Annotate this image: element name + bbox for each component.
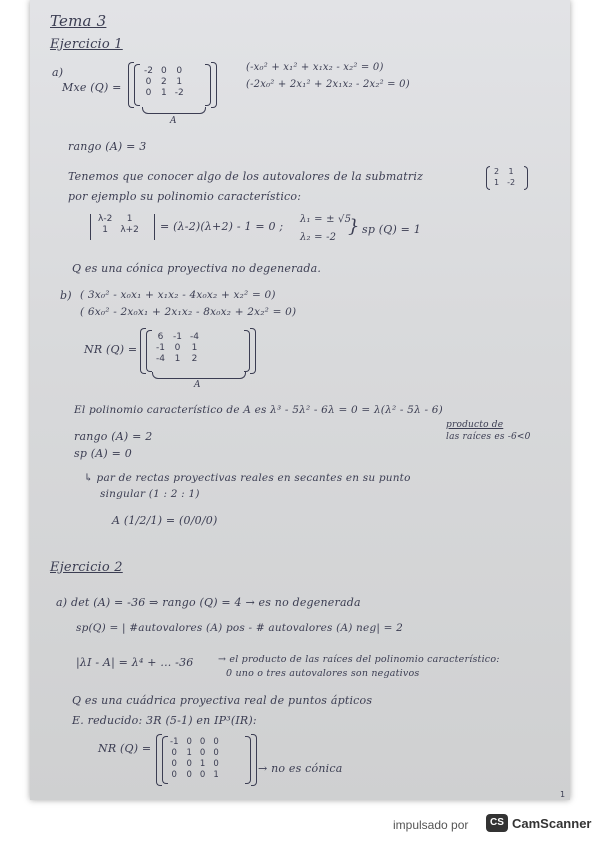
equation-2: (-2x₀² + 2x₁² + 2x₁x₂ - 2x₂² = 0)	[246, 79, 410, 90]
matrix-c-cell: 1	[186, 748, 192, 758]
matrix-c-cell: 0	[199, 737, 206, 747]
determinant-cell: 1	[126, 214, 133, 224]
matrix-a-cell: 1	[176, 77, 183, 87]
matrix-c	[166, 737, 223, 781]
ex2-bracket-right	[251, 734, 257, 786]
determinant-cell: λ+2	[120, 225, 139, 235]
matrix-c-cell: 0	[213, 748, 219, 758]
lines-description-2: singular (1 : 2 : 1)	[100, 488, 200, 500]
matrix-b-cell: 1	[191, 343, 198, 353]
matrix-b-cell: 6	[157, 332, 164, 342]
page-title: Tema 3	[50, 12, 107, 30]
polynomial-line: El polinomio característico de A es λ³ - 5λ² - 6λ = 0 = λ(λ² - 5λ - 6)	[74, 404, 443, 416]
determinant-cell: 1	[102, 225, 109, 235]
matrix-a	[140, 66, 188, 99]
matrix-c-cell: 0	[213, 759, 219, 769]
ex2-char-note-1: → el producto de las raíces del polinomio característico:	[218, 654, 500, 665]
submatrix-cell: -2	[507, 178, 516, 187]
notebook-page	[30, 0, 570, 800]
b-brace-label: A	[194, 380, 201, 390]
matrix-b-cell: -4	[189, 332, 199, 342]
footer-powered-by: impulsado por	[393, 818, 469, 832]
matrix-b-cell: -1	[156, 343, 165, 353]
matrix-bracket-right	[211, 62, 217, 108]
matrix-c-cell: -1	[170, 737, 179, 747]
vector-equation: A (1/2/1) = (0/0/0)	[112, 514, 218, 527]
conclusion-line: Q es una cónica proyectiva no degenerada.	[72, 262, 322, 275]
b-equation-1: ( 3x₀² - x₀x₁ + x₁x₂ - 4x₀x₂ + x₂² = 0)	[80, 289, 276, 301]
matrix-a-cell: -2	[174, 88, 184, 98]
matrix-label: Mxe (Q) =	[62, 81, 122, 94]
matrix-c-cell: 0	[171, 770, 177, 780]
b-matrix-bracket-right	[250, 328, 256, 374]
submatrix-cell: 2	[494, 167, 500, 176]
ex2-reduced-line: E. reducido: 3R (5-1) en IP³(IR):	[72, 714, 257, 727]
part-a-label: a)	[52, 66, 64, 79]
matrix-c-cell: 0	[199, 748, 206, 758]
matrix-b-cell: -4	[156, 354, 165, 364]
ex2-not-conic: → no es cónica	[258, 762, 343, 775]
exercise-1-heading: Ejercicio 1	[50, 37, 123, 52]
matrix-a-cell: -2	[144, 66, 153, 76]
submatrix-cell: 1	[494, 178, 500, 187]
ex2-signature-line: sp(Q) = | #autovalores (A) pos - # autovalores (A) neg| = 2	[76, 622, 404, 634]
equation-1: (-x₀² + x₁² + x₁x₂ - x₂² = 0)	[246, 62, 384, 73]
matrix-c-cell: 0	[199, 770, 206, 780]
ex2-a-line: a) det (A) = -36 ⇒ rango (Q) = 4 → es no degenerada	[56, 596, 361, 609]
matrix-c-cell: 1	[213, 770, 219, 780]
matrix-a-cell: 0	[145, 77, 152, 87]
ex2-char-poly: |λI - A| = λ⁴ + ... -36	[76, 656, 194, 669]
matrix-c-cell: 0	[186, 737, 192, 747]
exercise-2-heading: Ejercicio 2	[50, 560, 123, 575]
matrix-c-cell: 1	[199, 759, 206, 769]
b-equation-2: ( 6x₀² - 2x₀x₁ + 2x₁x₂ - 8x₀x₂ + 2x₂² = 0)	[80, 306, 297, 318]
submatrix	[490, 166, 519, 188]
part-b-label: b)	[60, 289, 72, 302]
rank-line: rango (A) = 3	[68, 140, 147, 153]
b-signature-line: sp (A) = 0	[74, 447, 132, 460]
ex2-quadric-line: Q es una cuádrica proyectiva real de puntos ápticos	[72, 694, 373, 707]
ex2-matrix-label: NR (Q) =	[98, 742, 152, 755]
brace-label: A	[170, 116, 177, 126]
b-matrix-label: NR (Q) =	[84, 343, 138, 356]
camscanner-brand: CamScanner	[512, 816, 592, 831]
matrix-a-cell: 0	[145, 88, 152, 98]
camscanner-logo-icon: CS	[486, 814, 508, 832]
lambda-1: λ₁ = ± √5	[300, 214, 352, 225]
matrix-b-cell: 1	[174, 354, 181, 364]
matrix-b-cell: 2	[191, 354, 198, 364]
matrix-a-cell: 2	[160, 77, 167, 87]
determinant-equation: = (λ-2)(λ+2) - 1 = 0 ;	[160, 220, 284, 233]
submatrix-paren-left	[486, 166, 490, 190]
text-line-2: por ejemplo su polinomio característico:	[68, 190, 302, 203]
matrix-c-cell: 0	[213, 737, 219, 747]
matrix-c-cell: 0	[186, 759, 192, 769]
b-underbrace	[152, 372, 246, 379]
text-line-1: Tenemos que conocer algo de los autovalores de la submatriz	[68, 170, 424, 183]
curly-brace: }	[348, 216, 360, 237]
matrix-b	[152, 332, 203, 365]
matrix-b-cell: -1	[172, 332, 182, 342]
signature-line: sp (Q) = 1	[362, 223, 421, 236]
matrix-a-cell: 0	[176, 66, 183, 76]
determinant-cell: λ-2	[98, 214, 113, 224]
matrix-c-cell: 0	[171, 759, 177, 769]
underbrace	[142, 107, 206, 114]
matrix-b-cell: 0	[174, 343, 181, 353]
matrix-c-cell: 0	[171, 748, 177, 758]
polynomial-note-2: las raíces es -6<0	[446, 432, 531, 442]
polynomial-note-1: producto de	[446, 420, 504, 430]
submatrix-paren-right	[524, 166, 528, 190]
det-bar-left	[90, 214, 91, 240]
matrix-a-cell: 0	[160, 66, 167, 76]
b-rank-line: rango (A) = 2	[74, 430, 153, 443]
page-number: 1	[560, 790, 566, 799]
determinant-matrix	[94, 214, 143, 236]
lines-description-1: ↳ par de rectas proyectivas reales en secantes en su punto	[84, 472, 411, 484]
matrix-c-cell: 0	[186, 770, 192, 780]
lambda-2: λ₂ = -2	[300, 232, 337, 243]
det-bar-right	[154, 214, 155, 240]
matrix-a-cell: 1	[160, 88, 167, 98]
ex2-char-note-2: 0 uno o tres autovalores son negativos	[226, 668, 420, 679]
submatrix-cell: 1	[508, 167, 514, 176]
